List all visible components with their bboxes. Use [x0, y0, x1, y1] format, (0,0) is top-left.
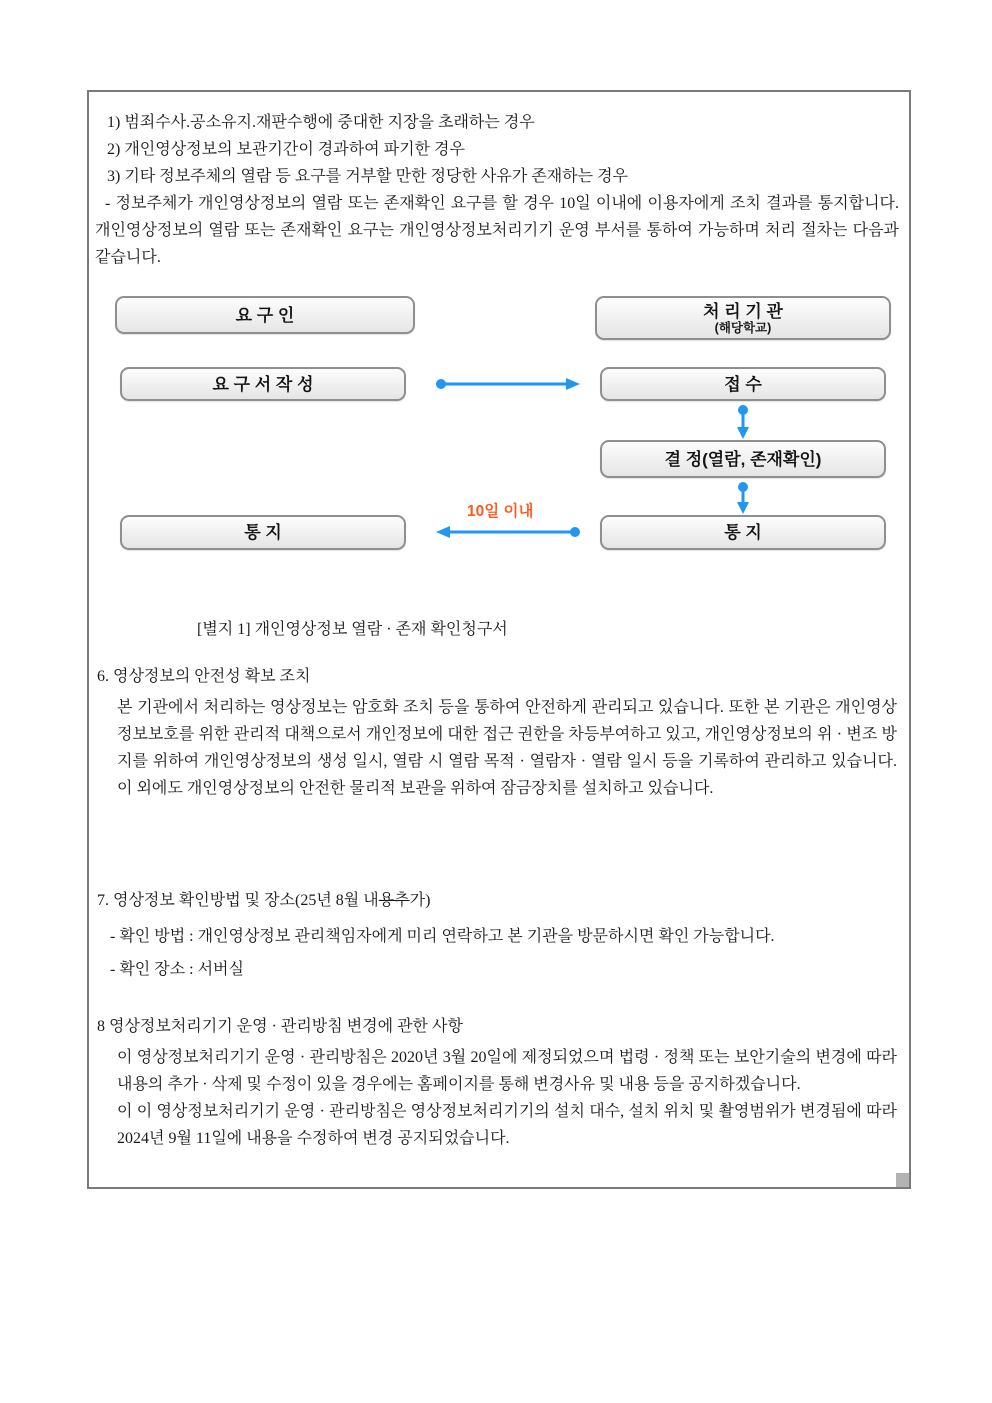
section8-paragraph-2: 이 이 영상정보처리기기 운영 · 관리방침은 영상정보처리기기의 설치 대수, 설치 위치 및 촬영범위가 변경됨에 따라 2024년 9월 11일에 내용을 수정하여 변경 공지되었습니다.	[117, 1103, 897, 1147]
ten-days-label: 10일 이내	[467, 503, 534, 520]
refusal-reason-3: 3) 기타 정보주체의 열람 등 요구를 거부할 만한 정당한 사유가 존재하는 경우	[107, 168, 629, 185]
section7-title-strikethrough: 용추	[378, 892, 410, 909]
arrow-down-icon	[735, 403, 751, 441]
section8-body	[117, 1044, 897, 1152]
flow-node-write-request-label: 요 구 서 작 성	[212, 374, 314, 394]
flow-node-notify-requester-label: 통 지	[244, 523, 282, 542]
flow-node-decision-label: 결 정(열람, 존재확인)	[664, 449, 822, 469]
section6-body: 본 기관에서 처리하는 영상정보는 암호화 조치 등을 통하여 안전하게 관리되고 있습니다. 또한 본 기관은 개인영상정보보호를 위한 관리적 대책으로서 개인정보에 대한 접근 권한을 차등부여하고 있고, 개인영상정보의 위 · 변조 방지를 위하여 개인영상정보의 생성 일시, 열람 시 열람 목적 · 열람자 · 열람 일시 등을 기록하여 관리하고 있습니다. 이 외에도 개인영상정보의 안전한 물리적 보관을 위하여 잠금장치를 설치하고 있습니다.	[117, 699, 897, 797]
refusal-reason-2: 2) 개인영상정보의 보관기간이 경과하여 파기한 경우	[107, 141, 465, 158]
flow-node-decision	[600, 440, 886, 478]
flow-node-notify-agency-label: 통 지	[724, 523, 762, 542]
request-procedure-flowchart	[89, 293, 909, 561]
section6-title: 6. 영상정보의 안전성 확보 조치	[97, 668, 311, 685]
section7-bullet-method: - 확인 방법 : 개인영상정보 관리책임자에게 미리 연락하고 본 기관을 방문하시면 확인 가능합니다.	[110, 928, 775, 945]
attachment-note: [별지 1] 개인영상정보 열람 · 존재 확인청구서	[197, 621, 508, 638]
intro-block	[95, 109, 899, 271]
document-border-frame	[87, 90, 911, 1189]
section7-bullet-place: - 확인 장소 : 서버실	[110, 961, 244, 978]
flow-node-receive	[600, 367, 886, 401]
flow-node-agency	[595, 296, 891, 340]
flow-node-requester-label: 요 구 인	[235, 305, 295, 325]
resize-handle	[896, 1173, 909, 1187]
flow-node-agency-label: 처 리 기 관	[703, 301, 783, 321]
section7-title-prefix: 7. 영상정보 확인방법 및 장소(25년 8월 내	[97, 892, 379, 909]
flow-node-write-request	[120, 367, 406, 401]
arrow-right-icon	[434, 376, 582, 392]
flow-node-agency-sublabel: (해당학교)	[714, 320, 772, 335]
procedure-intro-paragraph: - 정보주체가 개인영상정보의 열람 또는 존재확인 요구를 할 경우 10일 이내에 이용자에게 조치 결과를 통지합니다. 개인영상정보의 열람 또는 존재확인 요구는 개인영상정보처리기기 운영 부서를 통하여 가능하며 처리 절차는 다음과 같습니다.	[95, 195, 899, 266]
section7-title	[97, 887, 430, 914]
refusal-reason-1: 1) 범죄수사.공소유지.재판수행에 중대한 지장을 초래하는 경우	[107, 114, 535, 131]
section7-title-suffix: 가)	[409, 892, 431, 909]
section8-paragraph-1: 이 영상정보처리기기 운영 · 관리방침은 2020년 3월 20일에 제정되었으며 법령 · 정책 또는 보안기술의 변경에 따라 내용의 추가 · 삭제 및 수정이 있을 경우에는 홈페이지를 통해 변경사유 및 내용 등을 공지하겠습니다.	[117, 1049, 897, 1093]
flow-node-notify-requester	[120, 515, 406, 550]
flow-node-requester	[115, 296, 415, 334]
arrow-down-icon	[735, 480, 751, 516]
section8-title: 8 영상정보처리기기 운영 · 관리방침 변경에 관한 사항	[97, 1018, 463, 1035]
arrow-left-icon	[434, 524, 582, 540]
flow-node-receive-label: 접 수	[724, 374, 762, 394]
flow-node-notify-agency	[600, 515, 886, 550]
